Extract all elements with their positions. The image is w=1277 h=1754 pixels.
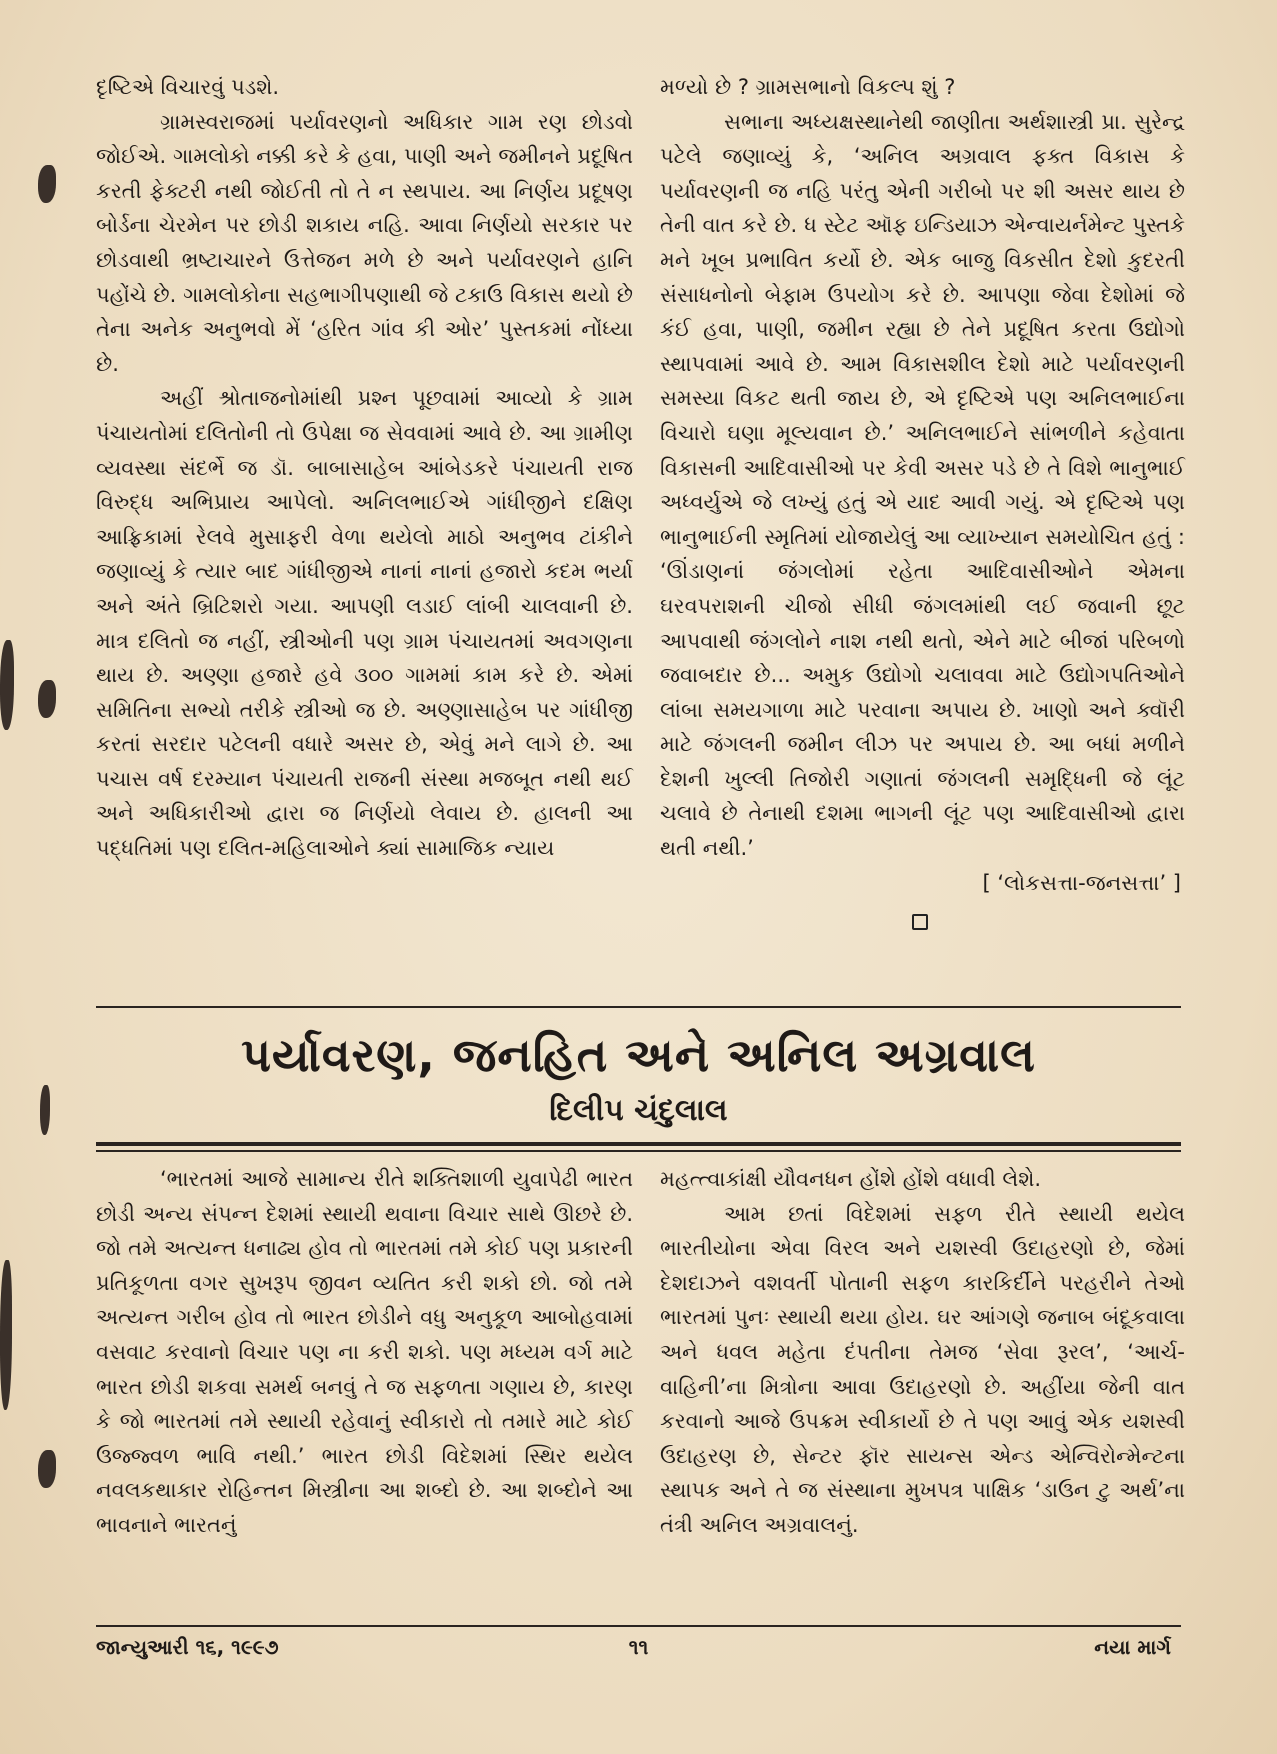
paragraph: ગ્રામસ્વરાજમાં પર્યાવરણનો અધિકાર ગામ રણ છોડવો જોઈએ. ગામલોકો નક્કી કરે કે હવા, પાણી અને જમીનને પ્રદૂષિત કરતી ફેક્ટરી નથી જોઈતી તો તે ન સ્થપાય. આ નિર્ણય પ્રદૂષણ બોર્ડના ચેરમેન પર છોડી શકાય નહિ. આવા નિર્ણયો સરકાર પર છોડવાથી ભ્રષ્ટાચારને ઉત્તેજન મળે છે અને પર્યાવરણને હાનિ પહોંચે છે. ગામલોકોના સહભાગીપણાથી જે ટકાઉ વિકાસ થયો છે તેના અનેક અનુભવો મેં ‘હરિત ગાંવ કી ઓર’ પુસ્તકમાં નોંધ્યા છે. [96,109,633,376]
magazine-name: નયા માર્ગ [1094,1635,1171,1659]
binder-hole [38,165,56,203]
binder-hole [0,640,14,730]
issue-date: જાન્યુઆરી ૧૬, ૧૯૯૭ [96,1635,279,1659]
title-double-rule [96,1150,1181,1152]
column-top-left [96,70,633,866]
paragraph: મળ્યો છે ? ગ્રામસભાનો વિકલ્પ શું ? [660,75,956,99]
paragraph: દૃષ્ટિએ વિચારવું પડશે. [96,75,280,99]
paragraph: આમ છતાં વિદેશમાં સફળ રીતે સ્થાયી થયેલ ભારતીયોના એવા વિરલ અને યશસ્વી ઉદાહરણો છે, જેમાં દેશદાઝને વશવર્તી પોતાની સફળ કારકિર્દીને પરહરીને તેઓ ભારતમાં પુનઃ સ્થાયી થયા હોય. ઘર આંગણે જનાબ બંદૂકવાલા અને ધવલ મહેતા દંપતીના તેમજ ‘સેવા રૂરલ’, ‘આર્ચ-વાહિની’ના મિત્રોના આવા ઉદાહરણો છે. અહીંયા જેની વાત કરવાનો આજે ઉપક્રમ સ્વીકાર્યો છે તે પણ આવું એક યશસ્વી ઉદાહરણ છે, સેન્ટર ફૉર સાયન્સ એન્ડ એન્વિરોન્મેન્ટના સ્થાપક અને તે જ સંસ્થાના મુખપત્ર પાક્ષિક ‘ડાઉન ટુ અર્થ’ના તંત્રી અનિલ અગ્રવાલનું. [660,1201,1185,1537]
page-footer [96,1635,1181,1675]
footer-rule [96,1625,1181,1627]
title-double-rule [96,1142,1181,1146]
article-title: પર્યાવરણ, જનહિત અને અનિલ અગ્રવાલ [241,1028,1036,1082]
binder-hole [40,1085,50,1135]
section-divider [96,1006,1181,1008]
binder-hole [38,1450,56,1488]
paragraph: સભાના અધ્યક્ષસ્થાનેથી જાણીતા અર્થશાસ્ત્રી પ્રા. સુરેન્દ્ર પટેલે જણાવ્યું કે, ‘અનિલ અગ્રવાલ ફક્ત વિકાસ કે પર્યાવરણની જ નહિ પરંતુ એની ગરીબો પર શી અસર થાય છે તેની વાત કરે છે. ધ સ્ટેટ ઑફ ઇન્ડિયાઝ એન્વાયર્નમેન્ટ પુસ્તકે મને ખૂબ પ્રભાવિત કર્યો છે. એક બાજુ વિકસીત દેશો કુદરતી સંસાધનોનો બેફામ ઉપયોગ કરે છે. આપણા જેવા દેશોમાં જે કંઈ હવા, પાણી, જમીન રહ્યા છે તેને પ્રદૂષિત કરતા ઉદ્યોગો સ્થાપવામાં આવે છે. આમ વિકાસશીલ દેશો માટે પર્યાવરણની સમસ્યા વિકટ થતી જાય છે, એ દૃષ્ટિએ પણ અનિલભાઈના વિચારો ઘણા મૂલ્યવાન છે.’ અનિલભાઈને સાંભળીને કહેવાતા વિકાસની આદિવાસીઓ પર કેવી અસર પડે છે તે વિશે ભાનુભાઈ અધ્વર્યુએ જે લખ્યું હતું એ યાદ આવી ગયું. એ દૃષ્ટિએ પણ ભાનુભાઈની સ્મૃતિમાં યોજાયેલું આ વ્યાખ્યાન સમયોચિત હતું : ‘ઊંડાણનાં જંગલોમાં રહેતા આદિવાસીઓને એમના ઘરવપરાશની ચીજો સીધી જંગલમાંથી લઈ જવાની છૂટ આપવાથી જંગલોને નાશ નથી થતો, એને માટે બીજાં પરિબળો જવાબદાર છે... અમુક ઉદ્યોગો ચલાવવા માટે ઉદ્યોગપતિઓને લાંબા સમયગાળા માટે પરવાના અપાય છે. ખાણો અને ક્વૉરી માટે જંગલની જમીન લીઝ પર અપાય છે. આ બધાં મળીને દેશની ખુલ્લી તિજોરી ગણાતાં જંગલની સમૃદ્ધિની જે લૂંટ ચલાવે છે તેનાથી દશમા ભાગની લૂંટ પણ આદિવાસીઓ દ્વારા થતી નથી.’ [660,109,1185,861]
binder-hole [38,680,56,718]
paragraph: મહત્ત્વાકાંક્ષી યૌવનધન હોંશે હોંશે વધાવી લેશે. [660,1167,1042,1191]
binder-hole [0,1260,12,1410]
page-number: ૧૧ [628,1635,649,1659]
paragraph: ‘ભારતમાં આજે સામાન્ય રીતે શક્તિશાળી યુવાપેઢી ભારત છોડી અન્ય સંપન્ન દેશમાં સ્થાયી થવાના વિચાર સાથે ઊછરે છે. જો તમે અત્યન્ત ધનાઢ્ય હોવ તો ભારતમાં તમે કોઈ પણ પ્રકારની પ્રતિકૂળતા વગર સુખરૂપ જીવન વ્યતિત કરી શકો છો. જો તમે અત્યન્ત ગરીબ હોવ તો ભારત છોડીને વધુ અનુકૂળ આબોહવામાં વસવાટ કરવાનો વિચાર પણ ના કરી શકો. પણ મધ્યમ વર્ગ માટે ભારત છોડી શકવા સમર્થ બનવું તે જ સફળતા ગણાય છે, કારણ કે જો ભારતમાં તમે સ્થાયી રહેવાનું સ્વીકારો તો તમારે માટે કોઈ ઉજ્જ્વળ ભાવિ નથી.’ ભારત છોડી વિદેશમાં સ્થિર થયેલ નવલકથાકાર રોહિન્તન મિસ્ત્રીના આ શબ્દો છે. આ શબ્દોને આ ભાવનાને ભારતનું [96,1167,633,1537]
source-citation: [ ‘લોકસત્તા-જનસત્તા’ ] [982,870,1181,895]
paragraph: અહીં શ્રોતાજનોમાંથી પ્રશ્ન પૂછવામાં આવ્યો કે ગ્રામ પંચાયતોમાં દલિતોની તો ઉપેક્ષા જ સેવવામાં આવે છે. આ ગ્રામીણ વ્યવસ્થા સંદર્ભે જ ડૉ. બાબાસાહેબ આંબેડકરે પંચાયતી રાજ વિરુદ્ધ અભિપ્રાય આપેલો. અનિલભાઈએ ગાંધીજીને દક્ષિણ આફ્રિકામાં રેલવે મુસાફરી વેળા થયેલો માઠો અનુભવ ટાંકીને જણાવ્યું કે ત્યાર બાદ ગાંધીજીએ નાનાં નાનાં હજારો કદમ ભર્યા અને અંતે બ્રિટિશરો ગયા. આપણી લડાઈ લાંબી ચાલવાની છે. માત્ર દલિતો જ નહીં, સ્ત્રીઓની પણ ગ્રામ પંચાયતમાં અવગણના થાય છે. અણ્ણા હજારે હવે ૩૦૦ ગામમાં કામ કરે છે. એમાં સમિતિના સભ્યો તરીકે સ્ત્રીઓ જ છે. અણ્ણાસાહેબ પર ગાંધીજી કરતાં સરદાર પટેલની વધારે અસર છે, એવું મને લાગે છે. આ પચાસ વર્ષ દરમ્યાન પંચાયતી રાજની સંસ્થા મજબૂત નથી થઈ અને અધિકારીઓ દ્વારા જ નિર્ણયો લેવાય છે. હાલની આ પદ્ધતિમાં પણ દલિત-મહિલાઓને ક્યાં સામાજિક ન્યાય [96,386,633,861]
article-author: દિલીપ ચંદુલાલ [549,1093,728,1128]
column-top-right [660,70,1185,930]
column-bottom-right [660,1162,1185,1543]
column-bottom-left [96,1162,633,1543]
end-of-article-mark [912,914,928,930]
